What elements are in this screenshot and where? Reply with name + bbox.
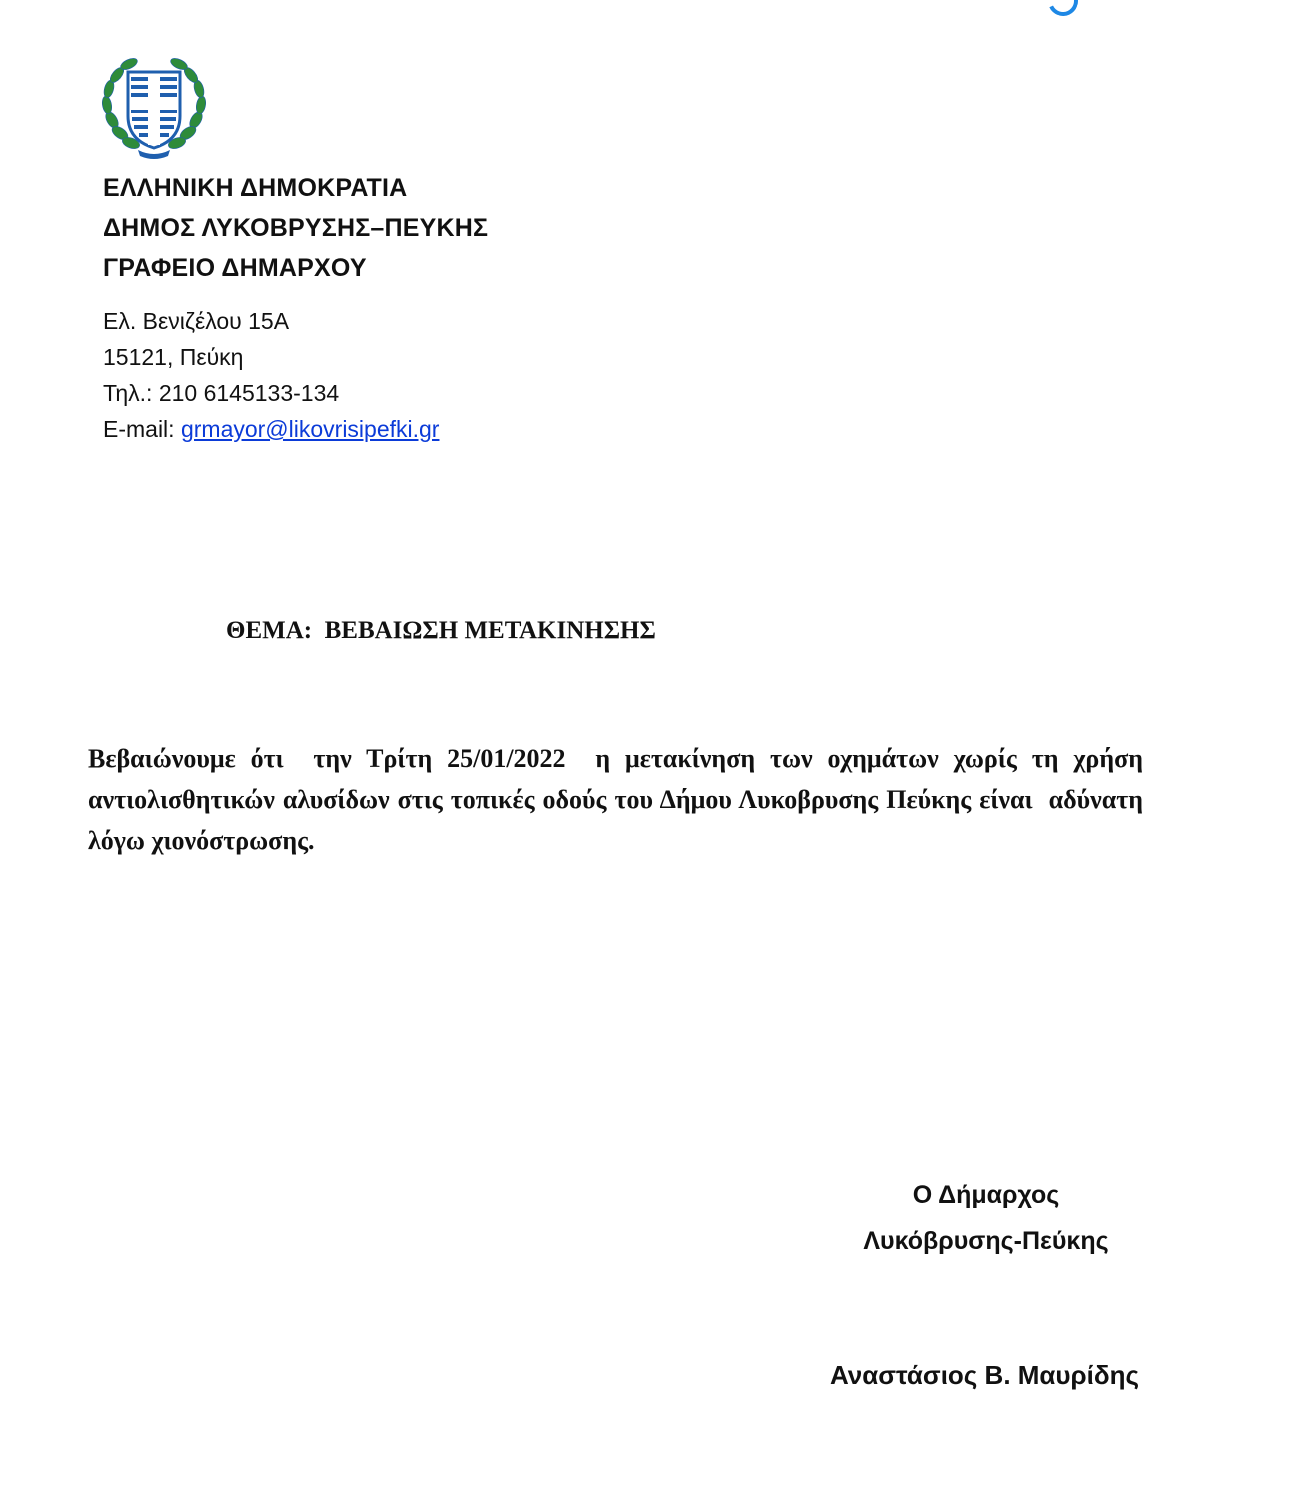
document-body: Βεβαιώνουμε ότι την Τρίτη 25/01/2022 η μετακίνηση των οχημάτων χωρίς τη χρήση αντιολισθητικών αλυσίδων στις τοπικές οδούς του Δήμου Λυκοβρυσης Πεύκης είναι αδύνατη λόγω χιονόστρωσης.	[88, 744, 1150, 855]
address-phone: Τηλ.: 210 6145133-134	[103, 380, 340, 406]
header-municipality: ΔΗΜΟΣ ΛΥΚΟΒΡΥΣΗΣ–ΠΕΥΚΗΣ	[103, 214, 489, 242]
signature-block	[826, 1172, 1146, 1264]
document-subject: ΘΕΜΑ: ΒΕΒΑΙΩΣΗ ΜΕΤΑΚΙΝΗΣΗΣ	[226, 617, 656, 644]
contact-details	[103, 303, 439, 447]
email-label: E-mail:	[103, 416, 181, 442]
greek-coat-of-arms-icon	[98, 50, 210, 162]
signature-municipality: Λυκόβρυσης-Πεύκης	[863, 1227, 1109, 1255]
signature-title: Ο Δήμαρχος	[912, 1181, 1060, 1209]
email-link[interactable]: grmayor@likovrisipefki.gr	[180, 416, 440, 442]
corner-decoration	[1044, 0, 1082, 20]
address-email-line	[103, 411, 439, 447]
signer-name: Αναστάσιος Β. Μαυρίδης	[830, 1360, 1140, 1390]
address-street: Ελ. Βενιζέλου 15Α	[103, 308, 290, 334]
header-office: ΓΡΑΦΕΙΟ ΔΗΜΑΡΧΟΥ	[103, 254, 367, 282]
header-country: ΕΛΛΗΝΙΚΗ ΔΗΜΟΚΡΑΤΙΑ	[103, 174, 408, 202]
issuer-header	[103, 168, 488, 288]
address-city: 15121, Πεύκη	[103, 344, 244, 370]
